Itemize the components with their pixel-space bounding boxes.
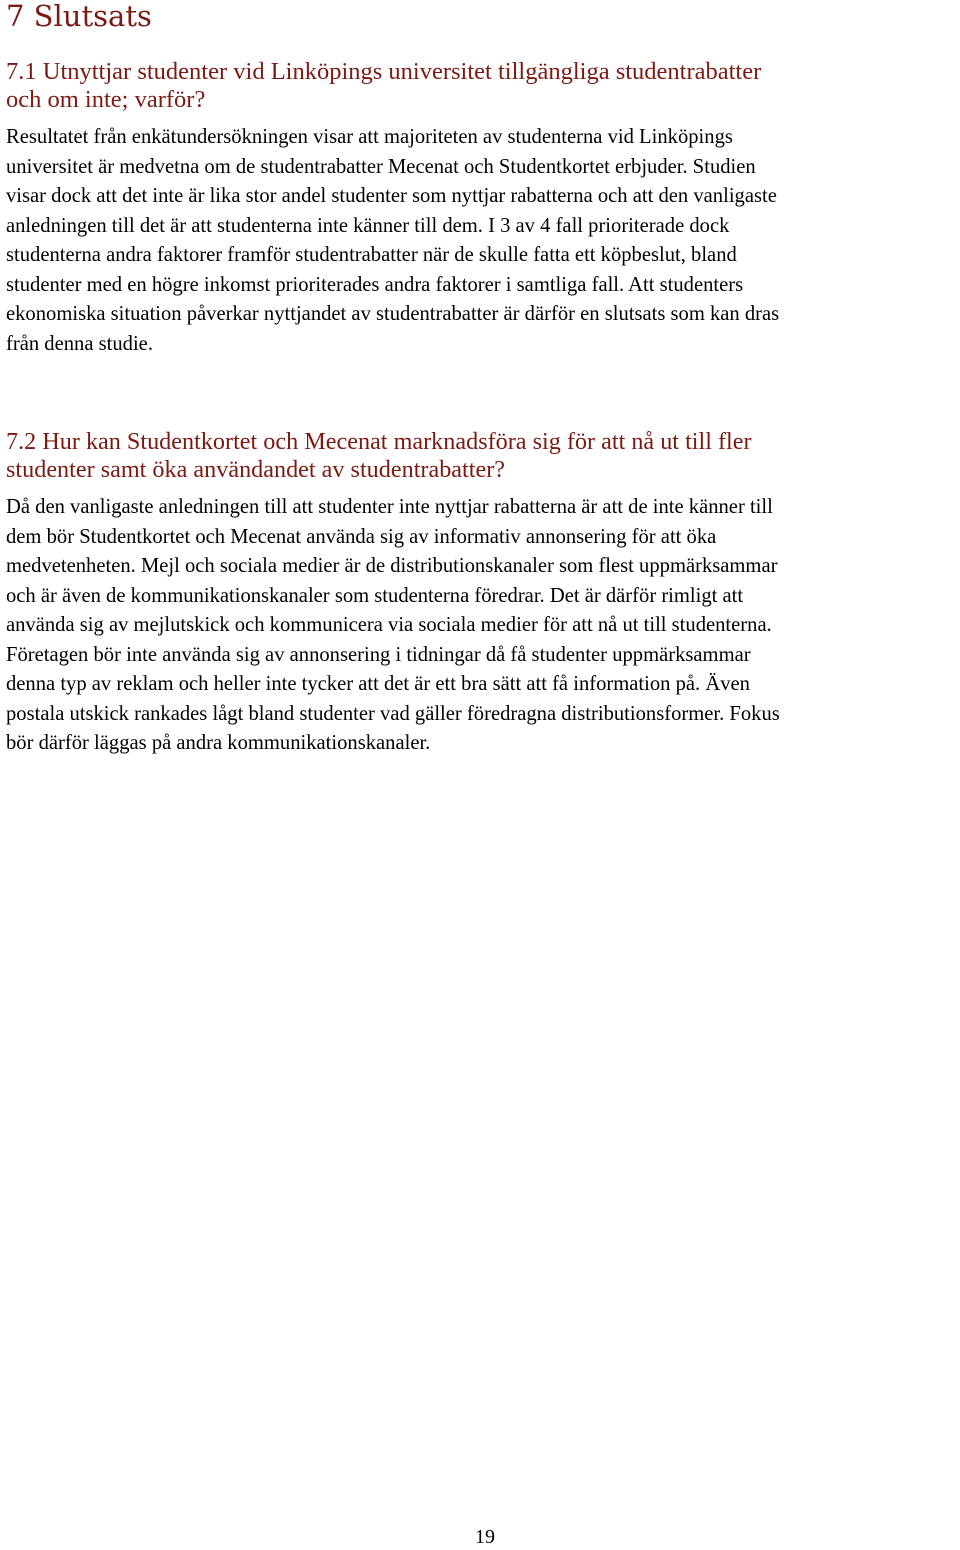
paragraph-line: studenter med en högre inkomst prioriterades andra faktorer i samtliga fall. Att studenters: [6, 273, 744, 296]
paragraph-line: använda sig av mejlutskick och kommunicera via sociala medier för att nå ut till studenterna.: [6, 614, 772, 636]
page-number: 19: [475, 1526, 495, 1548]
paragraph-line: studenterna andra faktorer framför studentrabatter när de skulle fatta ett köpbeslut, bland: [6, 244, 737, 266]
paragraph-line: Då den vanligaste anledningen till att studenter inte nyttjar rabatterna är att de inte känner till: [6, 496, 773, 518]
paragraph-line: från denna studie.: [6, 332, 153, 355]
section-heading-line: 7.1 Utnyttjar studenter vid Linköpings universitet tillgängliga studentrabatter: [6, 58, 762, 85]
section-heading-line: 7.2 Hur kan Studentkortet och Mecenat marknadsföra sig för att nå ut till fler: [6, 428, 752, 455]
paragraph-line: Resultatet från enkätundersökningen visar att majoriteten av studenterna vid Linköpings: [6, 126, 733, 148]
section-paragraph-7-1: [6, 123, 958, 359]
paragraph-line: medvetenheten. Mejl och sociala medier är de distributionskanaler som flest uppmärksammar: [6, 555, 778, 577]
section-heading-line: studenter samt öka användandet av studentrabatter?: [6, 456, 506, 483]
paragraph-line: Företagen bör inte använda sig av annonsering i tidningar då få studenter uppmärksammar: [6, 643, 751, 666]
paragraph-line: anledningen till det är att studenterna inte känner till dem. I 3 av 4 fall prioriterade dock: [6, 214, 730, 237]
section-heading-line: och om inte; varför?: [6, 86, 206, 113]
paragraph-line: och är även de kommunikationskanaler som studenterna föredrar. Det är därför rimligt att: [6, 584, 744, 607]
section-heading-7-1: [6, 58, 956, 114]
paragraph-line: bör därför läggas på andra kommunikationskanaler.: [6, 732, 431, 754]
paragraph-line: dem bör Studentkortet och Mecenat använda sig av informativ annonsering för att öka: [6, 525, 717, 548]
chapter-title: 7 Slutsats: [6, 0, 152, 33]
paragraph-line: denna typ av reklam och heller inte tycker att det är ett bra sätt att få information på. Även: [6, 673, 750, 695]
paragraph-line: postala utskick rankades lågt bland studenter vad gäller föredragna distributionsformer. Fokus: [6, 702, 780, 725]
paragraph-line: universitet är medvetna om de studentrabatter Mecenat och Studentkortet erbjuder. Studien: [6, 155, 756, 178]
paragraph-line: ekonomiska situation påverkar nyttjandet av studentrabatter är därför en slutsats som kan dras: [6, 303, 780, 325]
section-paragraph-7-2: [6, 493, 958, 759]
paragraph-line: visar dock att det inte är lika stor andel studenter som nyttjar rabatterna och att den vanligaste: [6, 185, 777, 207]
section-heading-7-2: [6, 428, 956, 484]
